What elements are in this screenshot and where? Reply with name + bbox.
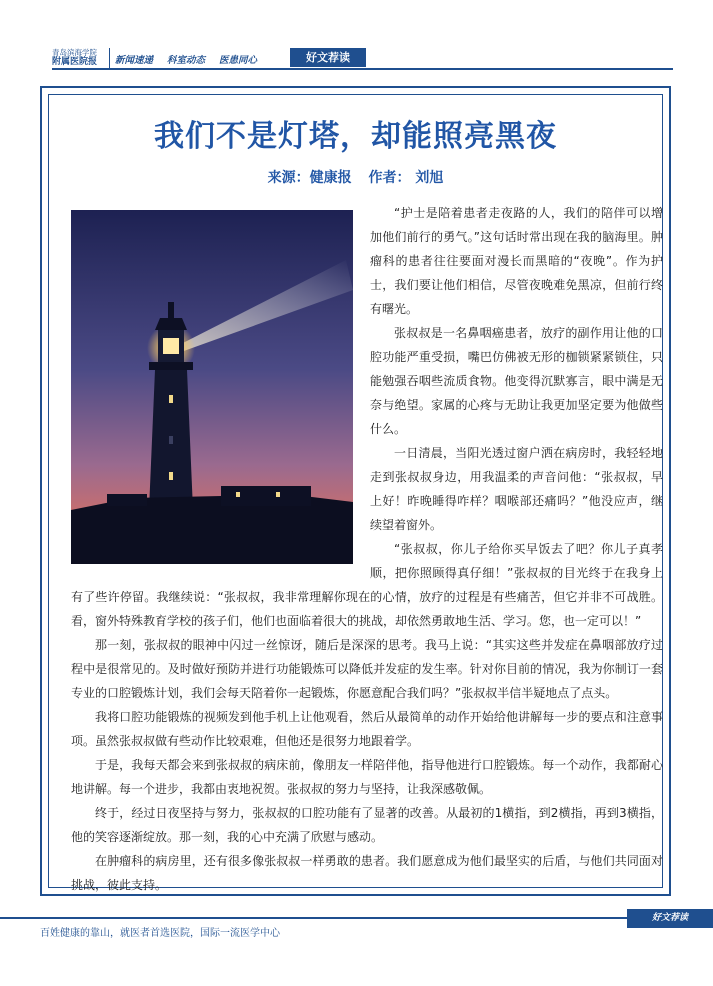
paragraph-2: 张叔叔是一名鼻咽癌患者，放疗的副作用让他的口腔功能严重受损，嘴巴仿佛被无形的枷锁紧紧锁住，只能勉强吞咽些流质食物。他变得沉默寡言，眼中满是无奈与绝望。家属的心疼与无助让我更加坚定要为他做些什么。	[370, 326, 663, 436]
footer-tagline: 百姓健康的靠山，就医者首选医院，国际一流医学中心	[40, 928, 280, 939]
section-tab[interactable]: 好文荐读	[290, 48, 366, 67]
article-title: 我们不是灯塔，却能照亮黑夜	[154, 119, 557, 154]
paragraph-9: 在肿瘤科的病房里，还有很多像张叔叔一样勇敢的患者。我们愿意成为他们最坚实的后盾，与他们共同面对挑战，彼此支持。	[71, 854, 663, 892]
header-rule	[52, 68, 673, 70]
paragraph-5: 那一刻，张叔叔的眼神中闪过一丝惊讶，随后是深深的思考。我马上说：“其实这些并发症在鼻咽部放疗过程中是很常见的。及时做好预防并进行功能锻炼可以降低并发症的发生率。针对你目前的情况，我为你制订一套专业的口腔锻炼计划，我们会每天陪着你一起锻炼，你愿意配合我们吗？”张叔叔半信半疑地点了点头。	[71, 638, 663, 700]
paragraph-6: 我将口腔功能锻炼的视频发到他手机上让他观看，然后从最简单的动作开始给他讲解每一步的要点和注意事项。虽然张叔叔做有些动作比较艰难，但他还是很努力地跟着学。	[71, 710, 663, 748]
paragraph-1: “护士是陪着患者走夜路的人，我们的陪伴可以增加他们前行的勇气。”这句话时常出现在我的脑海里。肿瘤科的患者往往要面对漫长而黑暗的“夜晚”。作为护士，我们要让他们相信，尽管夜晚难免黑凉，但前行终有曙光。	[370, 206, 663, 316]
header-divider	[109, 48, 110, 68]
section-nav	[115, 52, 257, 66]
article-body	[71, 201, 663, 897]
nav-patient[interactable]: 医患同心	[219, 55, 258, 66]
paragraph-4: “张叔叔，你儿子给你买早饭去了吧？你儿子真孝顺，把你照顾得真仔细！”张叔叔的目光终于在我身上有了些许停留。我继续说：“张叔叔，我非常理解你现在的心情，放疗的过程是有些痛苦，但它并非不可战胜。看，窗外特殊教育学校的孩子们，他们也面临着很大的挑战，却依然勇敢地生活、学习。您，也一定可以！”	[71, 542, 663, 628]
nav-news[interactable]: 新闻速递	[115, 55, 154, 66]
image-float-spacer	[71, 201, 370, 569]
article-byline	[49, 167, 662, 187]
footer-section-tab[interactable]: 好文荐读	[627, 909, 713, 928]
logo-line-1: 青岛滨海学院	[52, 48, 97, 57]
paragraph-3: 一日清晨，当阳光透过窗户洒在病房时，我轻轻地走到张叔叔身边，用我温柔的声音问他：“张叔叔，早上好！昨晚睡得咋样？咽喉部还痛吗？”他没应声，继续望着窗外。	[370, 446, 663, 532]
paragraph-7: 于是，我每天都会来到张叔叔的病床前，像朋友一样陪伴他，指导他进行口腔锻炼。每一个动作，我都耐心地讲解。每一个进步，我都由衷地祝贺。张叔叔的努力与坚持，让我深感敬佩。	[71, 758, 663, 796]
footer-rule	[0, 917, 713, 919]
logo-line-2: 附属医院报	[52, 57, 98, 67]
paragraph-8: 终于，经过日夜坚持与努力，张叔叔的口腔功能有了显著的改善。从最初的1横指，到2横指，再到3横指，他的笑容逐渐绽放。那一刻，我的心中充满了欣慰与感动。	[71, 806, 663, 844]
article-frame	[40, 86, 671, 896]
masthead-logo	[52, 48, 106, 68]
nav-department[interactable]: 科室动态	[167, 55, 206, 66]
article-author: 作者： 刘旭	[368, 170, 444, 186]
article-source: 来源：健康报	[267, 170, 352, 186]
page-header	[52, 44, 673, 70]
article-inner-border	[48, 94, 663, 892]
